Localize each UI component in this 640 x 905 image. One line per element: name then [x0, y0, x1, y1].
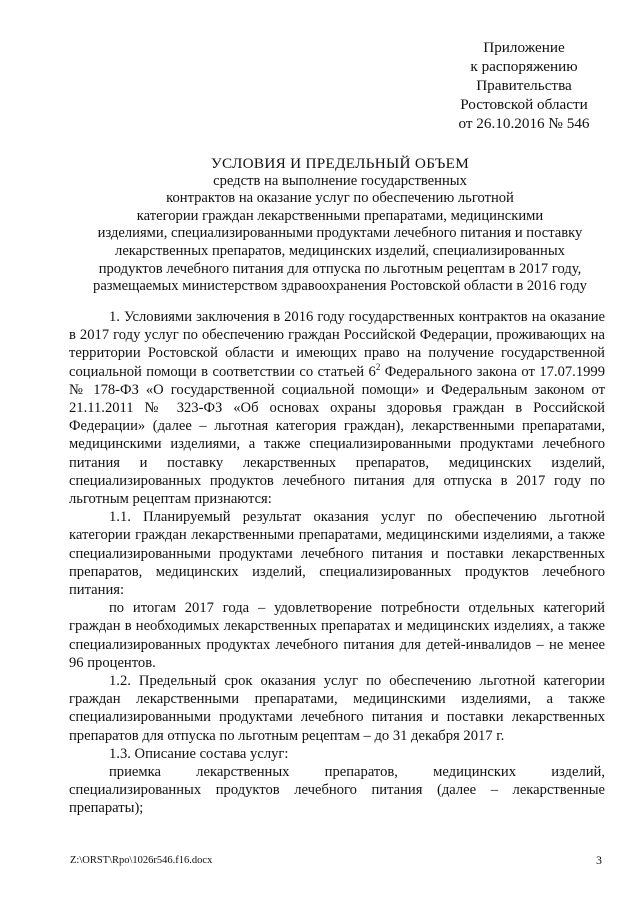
paragraph-text: 1. Условиями заключения в 2016 году государственных контрактов на оказание в 2017 году услуг по обеспечению граждан Российской Федерации, проживающих на территории Ростовской области и имеющих право на получение государственной социальной помощи в соответствии со статьей 6	[69, 309, 605, 380]
paragraph-1	[69, 308, 605, 508]
title-line: лекарственных препаратов, медицинских изделий, специализированных	[115, 242, 565, 259]
paragraph-acceptance: приемка лекарственных препаратов, медицинских изделий, специализированных продуктов лечебного питания (далее – лекарственные препараты);	[69, 764, 605, 817]
paragraph-1-1: 1.1. Планируемый результат оказания услуг по обеспечению льготной категории граждан лекарственными препаратами, медицинскими изделиями, а также специализированными продуктами лечебного питания и поставки лекарственных препаратов, медицинских изделий, специализированных продуктов лечебного питания:	[69, 509, 605, 599]
paragraph-1-2: 1.2. Предельный срок оказания услуг по обеспечению льготной категории граждан лекарственными препаратами, медицинскими изделиями, а также специализированными продуктами лечебного питания и поставки лекарственных препаратов для отпуска по льготным рецептам – до 31 декабря 2017 г.	[69, 673, 605, 744]
approval-line: Приложение	[483, 39, 565, 56]
approval-stamp	[418, 38, 630, 133]
title-line: размещаемых министерством здравоохранения Ростовской области в 2016 году	[93, 278, 587, 295]
title-line: контрактов на оказание услуг по обеспечению льготной	[166, 190, 514, 207]
title-line: средств на выполнение государственных	[213, 172, 467, 189]
page-number: 3	[596, 853, 602, 867]
approval-line: к распоряжению	[470, 58, 578, 75]
approval-line: Ростовской области	[460, 96, 588, 113]
title-line: изделиями, специализированными продуктами лечебного питания и поставку	[97, 225, 583, 242]
title-main: УСЛОВИЯ И ПРЕДЕЛЬНЫЙ ОБЪЕМ	[210, 155, 470, 172]
approval-line: от 26.10.2016 № 546	[458, 115, 590, 132]
paragraph-result: по итогам 2017 года – удовлетворение потребности отдельных категорий граждан в необходимых лекарственных препаратах и медицинских изделиях, а также специализированных продуктах лечебного питания для детей-инвалидов – не менее 96 процентов.	[69, 600, 605, 671]
approval-line: Правительства	[476, 77, 572, 94]
superscript: 2	[375, 361, 381, 372]
title-line: категории граждан лекарственными препаратами, медицинскими	[136, 207, 544, 224]
title-line: продуктов лечебного питания для отпуска по льготным рецептам в 2017 году,	[98, 260, 582, 277]
document-title	[56, 155, 624, 296]
footer-file-path: Z:\ORST\Rpo\1026r546.f16.docx	[70, 855, 213, 866]
paragraph-1-3: 1.3. Описание состава услуг:	[109, 745, 289, 762]
paragraph-text: Федерального закона от 17.07.1999 № 178-ФЗ «О государственной социальной помощи» и Федеральным законом от 21.11.2011 № 323-ФЗ «Об основах охраны здоровья граждан в Российской Федерации» (далее – льготная категория граждан), лекарственными препаратами, медицинскими изделиями, а также специализированными продуктами лечебного питания и поставку лекарственных препаратов, медицинских изделий, специализированных продуктов лечебного питания для отпуска в 2017 году по льготным рецептам признаются:	[69, 363, 606, 508]
document-body	[69, 308, 605, 818]
